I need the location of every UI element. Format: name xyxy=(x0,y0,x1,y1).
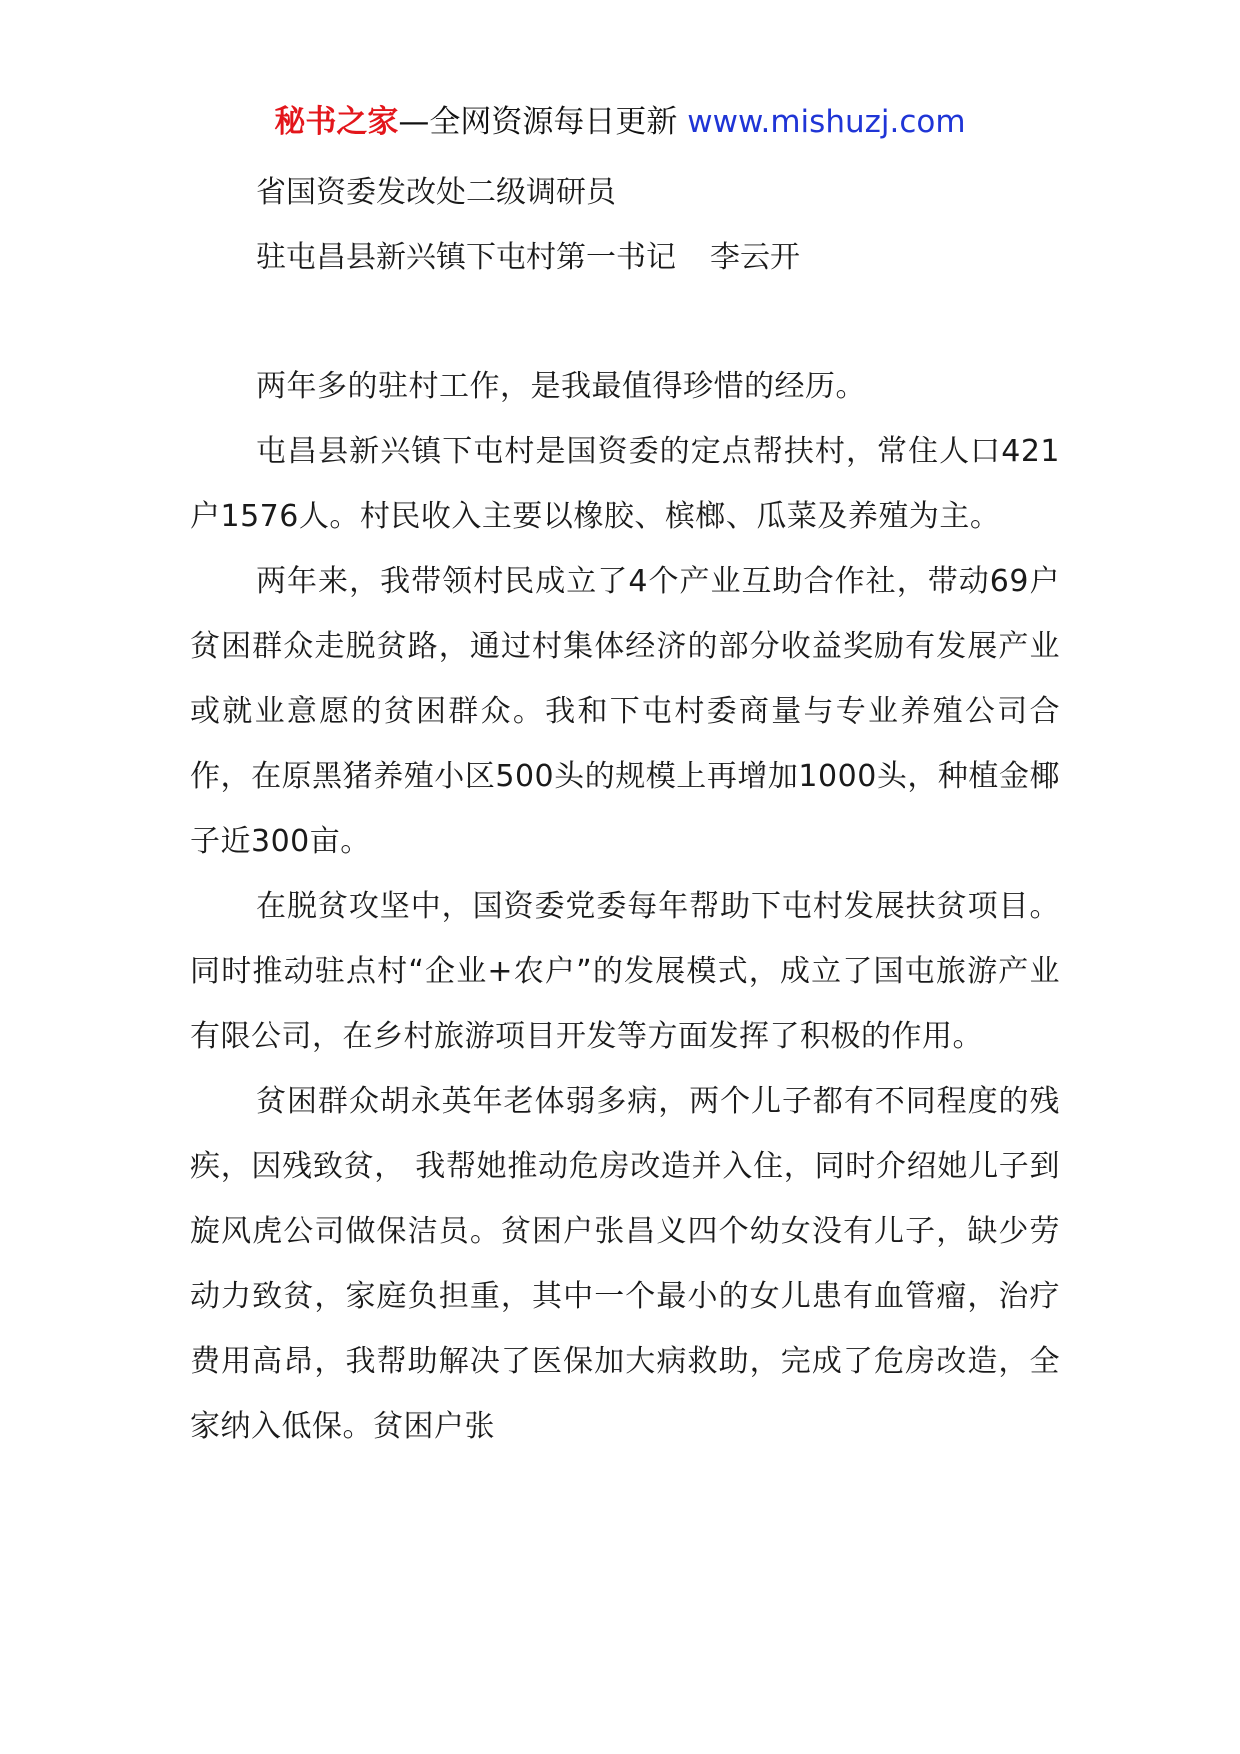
site-url-link[interactable]: www.mishuzj.com xyxy=(687,104,966,140)
body-paragraph: 两年多的驻村工作，是我最值得珍惜的经历。 xyxy=(256,369,866,404)
author-position: 驻屯昌县新兴镇下屯村第一书记 xyxy=(256,240,676,275)
body-paragraph: 两年来，我带领村民成立了4个产业互助合作社，带动69户贫困群众走脱贫路，通过村集体经济的部分收益奖励有发展产业或就业意愿的贫困群众。我和下屯村委商量与专业养殖公司合作，在原黑猪养殖小区500头的规模上再增加1000头，种植金椰子近300亩。 xyxy=(190,564,1060,859)
brand-name: 秘书之家 xyxy=(274,104,399,140)
author-name: 李云开 xyxy=(710,240,800,275)
header-tagline: —全网资源每日更新 xyxy=(398,104,688,140)
site-header-banner xyxy=(0,100,1240,144)
author-title: 省国资委发改处二级调研员 xyxy=(256,175,616,210)
document-body xyxy=(190,160,1060,1459)
section-spacer xyxy=(190,290,1060,354)
author-title-line xyxy=(190,160,1060,225)
body-paragraph: 屯昌县新兴镇下屯村是国资委的定点帮扶村，常住人口421户1576人。村民收入主要以橡胶、槟榔、瓜菜及养殖为主。 xyxy=(190,434,1060,534)
author-position-line xyxy=(190,225,1060,290)
body-paragraph: 贫困群众胡永英年老体弱多病，两个儿子都有不同程度的残疾，因残致贫， 我帮她推动危房改造并入住，同时介绍她儿子到旋风虎公司做保洁员。贫困户张昌义四个幼女没有儿子，缺少劳动力致贫，家庭负担重，其中一个最小的女儿患有血管瘤，治疗费用高昂，我帮助解决了医保加大病救助，完成了危房改造，全家纳入低保。贫困户张 xyxy=(190,1084,1060,1444)
body-paragraph: 在脱贫攻坚中，国资委党委每年帮助下屯村发展扶贫项目。同时推动驻点村“企业+农户”的发展模式，成立了国屯旅游产业有限公司，在乡村旅游项目开发等方面发挥了积极的作用。 xyxy=(190,889,1060,1054)
